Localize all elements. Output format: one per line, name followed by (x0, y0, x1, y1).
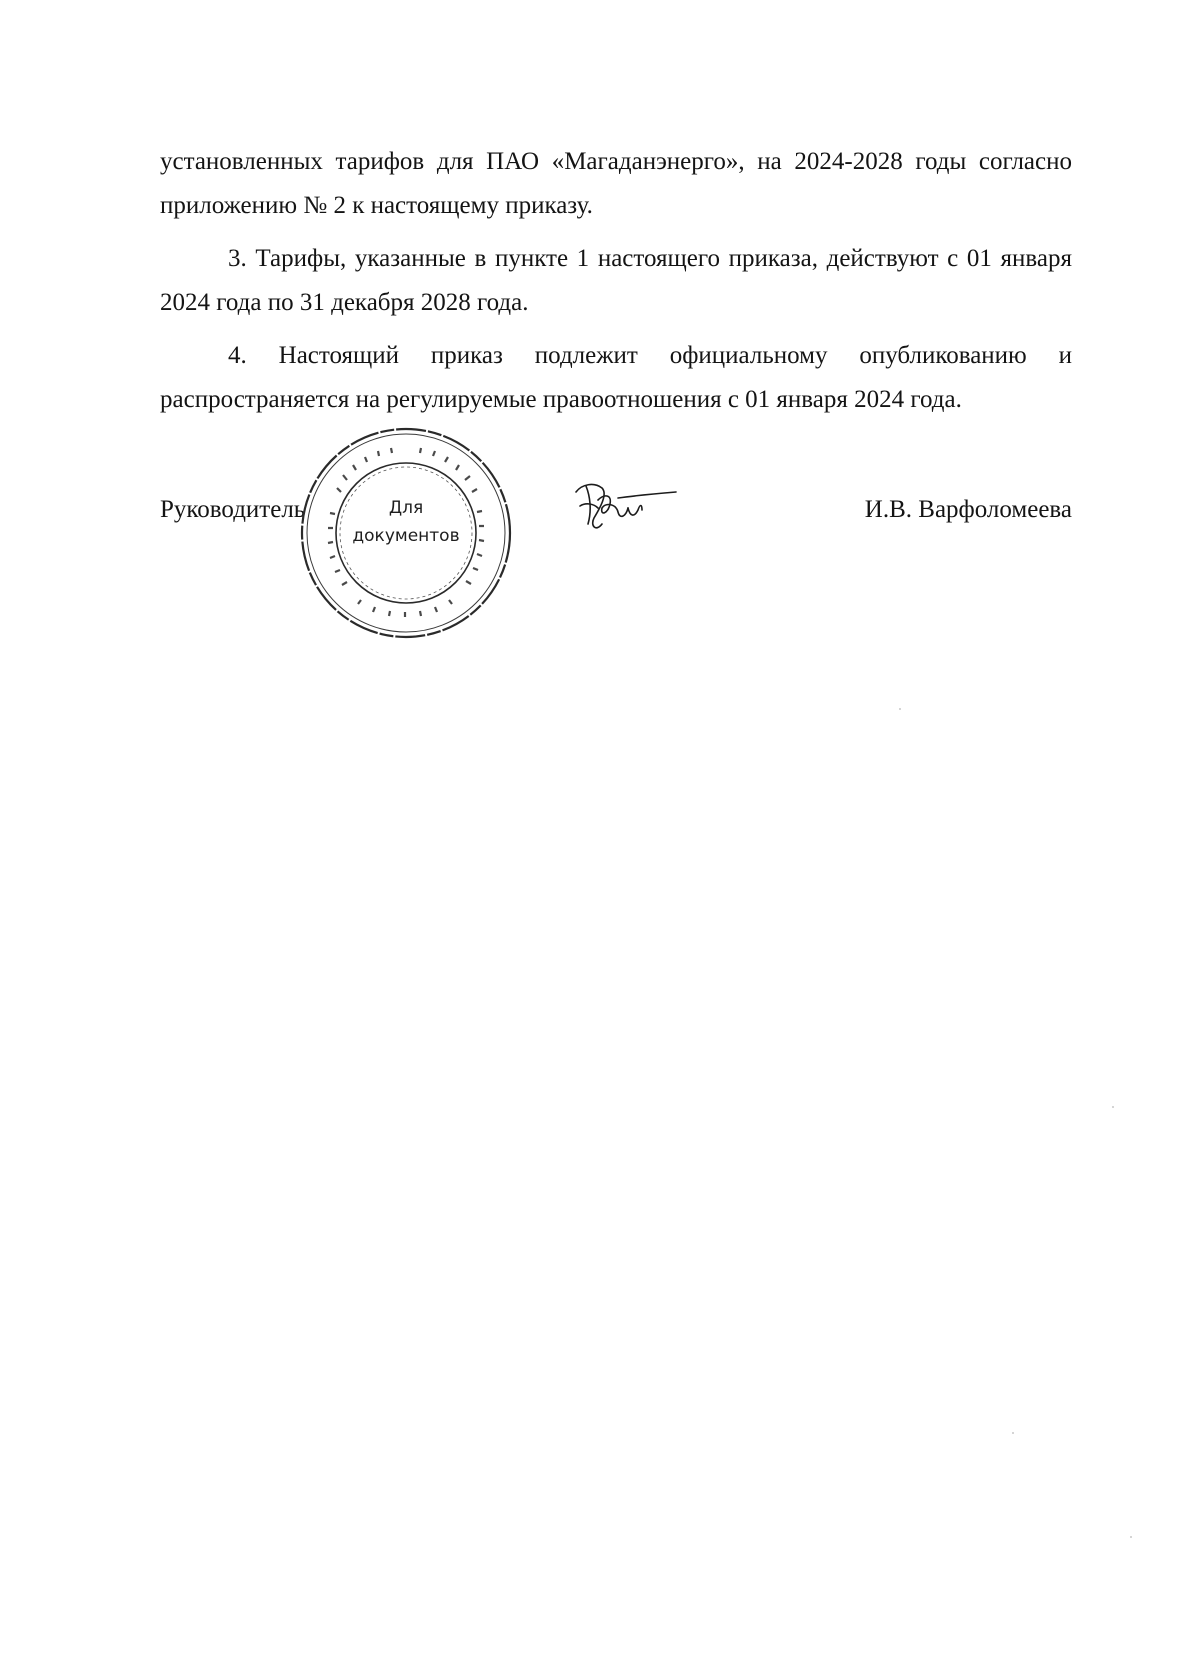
seal-center-line-1: Для (388, 498, 424, 518)
scan-speck (1112, 1106, 1114, 1108)
scan-speck (1012, 1432, 1014, 1434)
signer-name: И.В. Варфоломеева (864, 496, 1072, 523)
paragraph-continuation: установленных тарифов для ПАО «Магаданэнерго», на 2024-2028 годы согласно приложению № 2 к настоящему приказу. (160, 148, 1072, 219)
official-seal-stamp (295, 422, 517, 644)
seal-center-line-2: документов (352, 526, 460, 546)
paragraph-item-3: 3. Тарифы, указанные в пункте 1 настоящего приказа, действуют с 01 января 2024 года по 31 декабря 2028 года. (160, 245, 1072, 316)
order-body-text (160, 140, 1072, 431)
paragraph-item-4: 4. Настоящий приказ подлежит официальному опубликованию и распространяется на регулируемые правоотношения с 01 января 2024 года. (160, 342, 1072, 413)
handwritten-signature-icon (572, 478, 680, 540)
scan-speck (1130, 1536, 1132, 1538)
scan-speck (899, 708, 901, 710)
seal-center-text (325, 494, 487, 550)
signer-position: Руководитель (160, 496, 306, 523)
